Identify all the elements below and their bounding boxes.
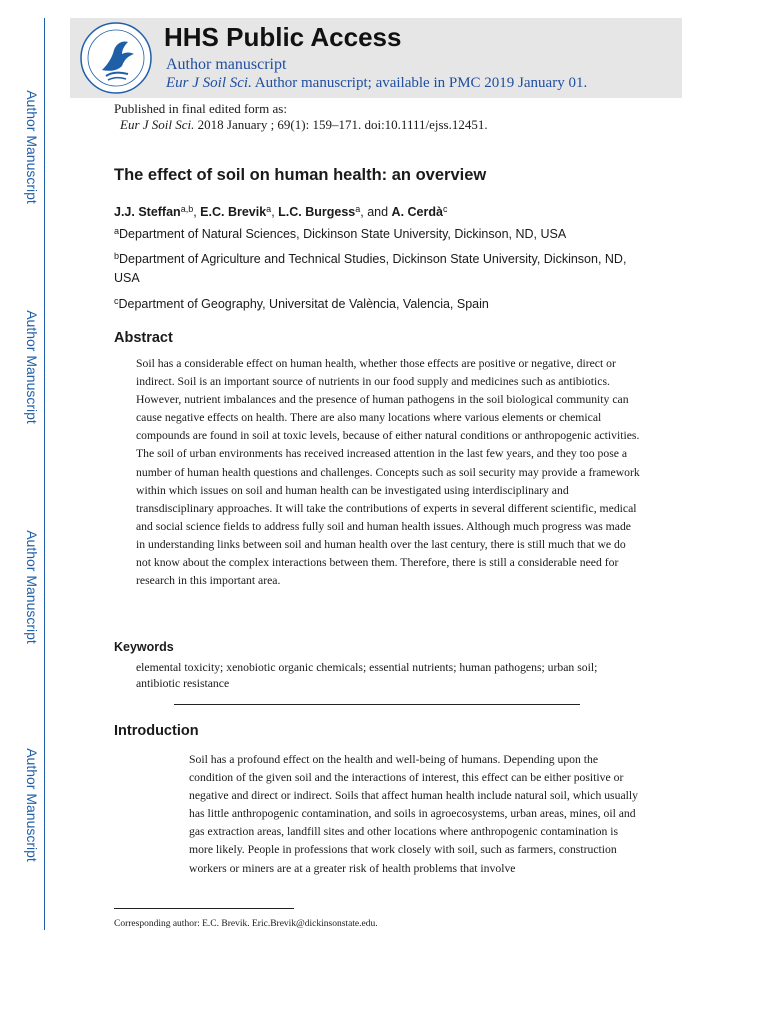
affiliation-c: $^c$Department of Geography, Universitat de València, Valencia, Spain [114,296,489,311]
header-journal-line: Eur J Soil Sci. Author manuscript; available in PMC 2019 January 01. [166,75,588,91]
keywords-heading: Keywords [114,640,174,654]
side-stamp-2: Author Manuscript [24,310,41,424]
side-stamp-3: Author Manuscript [24,530,41,644]
corresponding-author-footnote: Corresponding author: E.C. Brevik. Eric.Brevik@dickinsonstate.edu. [114,919,378,929]
abstract-heading: Abstract [114,330,173,346]
affiliation-a: $^a$Department of Natural Sciences, Dickinson State University, Dickinson, ND, USA [114,226,567,241]
keywords-text: elemental toxicity; xenobiotic organic chemicals; essential nutrients; human pathogens; urban soil; antibiotic resistance [136,661,598,690]
side-stamp-4: Author Manuscript [24,748,41,862]
affiliation-b: $^b$Department of Agriculture and Technical Studies, Dickinson State University, Dickinson, ND, USA [114,251,627,285]
section-divider [174,704,580,705]
citation: Eur J Soil Sci. 2018 January ; 69(1): 159–171. doi:10.1111/ejss.12451. [120,117,488,132]
footnote-rule [114,908,294,909]
header-subtitle: Author manuscript [166,56,287,73]
abstract-text: Soil has a considerable effect on human health, whether those effects are positive or negative, direct or indirect. Soil is an important source of nutrients in our food supply and medicines such as antibiotics. However, nutrient imbalances and the presence of human pathogens in the soil biological community can cause negative effects on health. There are also many locations where various elements or chemical compounds are found in soil at toxic levels, because of either natural conditions or anthropogenic activities. The soil of urban environments has received increased attention in the last few years, and they too pose a number of human health questions and challenges. Concepts such as soil security may provide a framework within which issues on soil and human health can be investigated using interdisciplinary and transdisciplinary approaches. It will take the contributions of experts in several different scientific, medical and social science fields to address fully soil and human health issues. Although much progress was made in understanding links between soil and human health over the last century, there is still much that we do not know about the complex interactions between them. Therefore, there is still a considerable need for research in this important area. [136,357,640,588]
hhs-eagle-logo-icon [78,20,154,96]
paper-title: The effect of soil on human health: an overview [114,166,487,184]
side-stamp-1: Author Manuscript [24,90,41,204]
published-label: Published in final edited form as: [114,101,287,116]
introduction-text: Soil has a profound effect on the health and well-being of humans. Depending upon the condition of the given soil and the interactions of interest, this effect can be either positive or negative and direct or indirect. Soils that affect human health include natural soil, which usually has little anthropogenic contamination, and soils in agroecosystems, urban areas, mines, oil and gas extraction areas, landfill sites and other locations where anthropogenic contamination is more likely. People in professions that work closely with soil, such as farmers, construction workers or miners are at a greater risk of health problems that involve [189,753,638,875]
header-title: HHS Public Access [164,22,402,52]
author-list: J.J. Steffan$^{a,b}$, E.C. Brevik$^a$, L.C. Burgess$^a$, and A. Cerdà$^c$ [114,204,448,219]
introduction-heading: Introduction [114,723,199,739]
side-rule [44,18,45,930]
